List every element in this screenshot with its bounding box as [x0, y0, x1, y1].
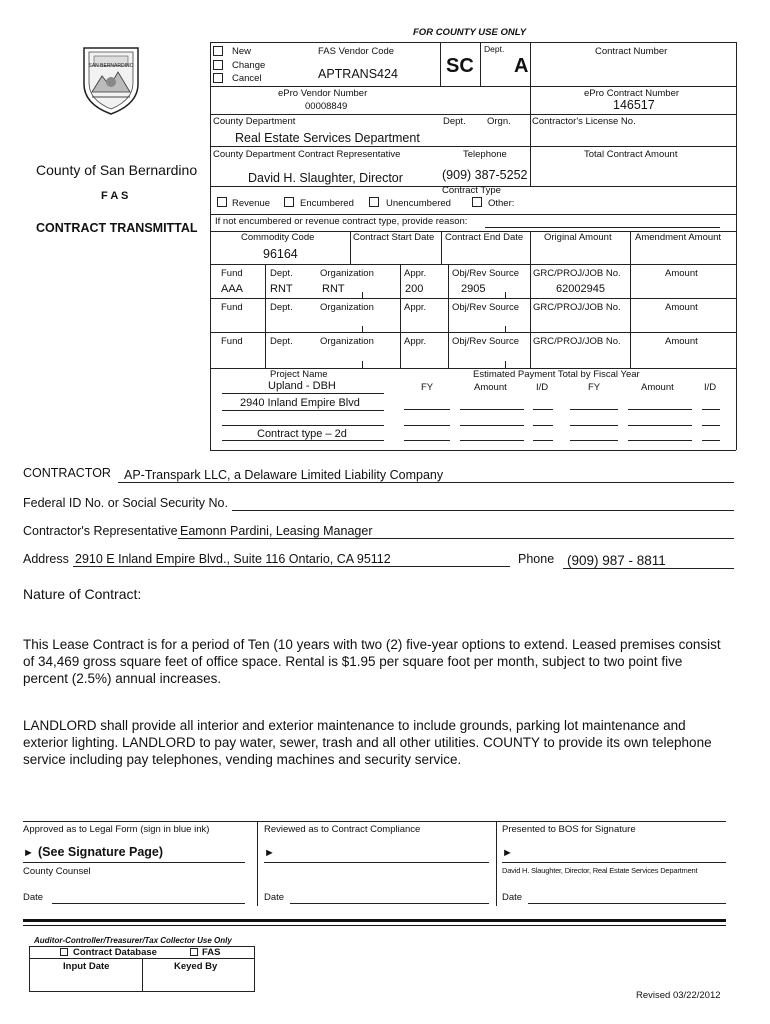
commodity-label: Commodity Code [241, 232, 315, 243]
epro-vendor-number[interactable]: 00008849 [305, 101, 348, 112]
estimated-label: Estimated Payment Total by Fiscal Year [473, 369, 640, 380]
total-amount-label: Total Contract Amount [584, 149, 678, 160]
fund-value-1[interactable]: AAA [221, 283, 244, 295]
dept-label-3: Dept. [270, 336, 293, 347]
county-dept-value[interactable]: Real Estate Services Department [235, 131, 420, 145]
revenue-label: Revenue [232, 198, 271, 209]
amount-label-2: Amount [665, 302, 698, 313]
new-checkbox[interactable] [213, 46, 223, 56]
epro-contract-label: ePro Contract Number [584, 88, 680, 99]
fas-vendor-code[interactable]: APTRANS424 [318, 67, 398, 81]
cancel-checkbox[interactable] [213, 73, 223, 83]
input-date-label: Input Date [63, 961, 110, 972]
amount-label-1: Amount [665, 268, 698, 279]
other-label: Other: [488, 198, 515, 209]
fund-label-1: Fund [221, 268, 243, 279]
presenter-name: David H. Slaughter, Director, Real Estate Services Department [502, 866, 698, 875]
contract-type-label: Contract Type [442, 185, 501, 196]
project-name-label: Project Name [270, 369, 328, 380]
contractor-value[interactable]: AP-Transpark LLC, a Delaware Limited Liability Company [124, 468, 444, 482]
date-label-2: Date [264, 892, 285, 903]
grc-label-1: GRC/PROJ/JOB No. [533, 268, 621, 279]
org-label-3: Organization [320, 336, 374, 347]
org-label-1: Organization [320, 268, 374, 279]
phone-value[interactable]: (909) 987 - 8811 [567, 553, 666, 568]
reason-label: If not encumbered or revenue contract type, provide reason: [215, 216, 468, 227]
project-line-2[interactable]: 2940 Inland Empire Blvd [240, 397, 360, 409]
other-checkbox[interactable] [472, 197, 482, 207]
dept-code: A [514, 55, 529, 77]
rep-value[interactable]: David H. Slaughter, Director [248, 171, 403, 185]
amount-label-fy-2: Amount [641, 382, 674, 393]
contract-database-label: Contract Database [73, 947, 157, 958]
appr-label-3: Appr. [404, 336, 427, 347]
obj-label-2: Obj/Rev Source [452, 302, 520, 313]
telephone-label: Telephone [463, 149, 507, 160]
org-value-1[interactable]: RNT [322, 283, 345, 295]
fas-checkbox[interactable] [190, 948, 198, 956]
epro-vendor-label: ePro Vendor Number [278, 88, 368, 99]
obj-label-1: Obj/Rev Source [452, 268, 520, 279]
amount-label-fy-1: Amount [474, 382, 507, 393]
end-date-label: Contract End Date [445, 232, 524, 243]
revenue-checkbox[interactable] [217, 197, 227, 207]
nature-paragraph-2: LANDLORD shall provide all interior and exterior maintenance to include grounds, parking lot maintenance and exterior lighting. LANDLORD to pay water, sewer, trash and all other utilities. COUNTY to provide its own telephone service including pay telephones, vending machines and security service. [23, 718, 712, 767]
county-use-only: FOR COUNTY USE ONLY [413, 27, 527, 38]
contract-number-label: Contract Number [595, 46, 668, 57]
date-label-1: Date [23, 892, 44, 903]
county-name: County of San Bernardino [36, 162, 198, 178]
phone-label: Phone [518, 552, 555, 566]
amount-label-3: Amount [665, 336, 698, 347]
encumbered-label: Encumbered [300, 198, 354, 209]
review-arrow-icon: ► [264, 847, 275, 859]
address-value[interactable]: 2910 E Inland Empire Blvd., Suite 116 Ontario, CA 95112 [75, 552, 391, 566]
seal-label: SAN BERNARDINO [88, 63, 134, 69]
unencumbered-checkbox[interactable] [369, 197, 379, 207]
amendment-amount-label: Amendment Amount [635, 232, 722, 243]
fy-label-1: FY [421, 382, 434, 393]
county-counsel-label: County Counsel [23, 866, 91, 877]
dept-value-1[interactable]: RNT [270, 283, 293, 295]
fas-vendor-code-label: FAS Vendor Code [318, 46, 395, 57]
fund-label-3: Fund [221, 336, 243, 347]
commodity-value[interactable]: 96164 [263, 247, 298, 261]
fy-label-2: FY [588, 382, 601, 393]
telephone-value[interactable]: (909) 387-5252 [442, 168, 528, 182]
grc-label-2: GRC/PROJ/JOB No. [533, 302, 621, 313]
appr-label-1: Appr. [404, 268, 427, 279]
grc-value-1[interactable]: 62002945 [556, 283, 605, 295]
sc-code: SC [446, 55, 474, 77]
original-amount-label: Original Amount [544, 232, 612, 243]
orgn-label: Orgn. [487, 116, 511, 127]
approved-label: Approved as to Legal Form (sign in blue ink) [23, 824, 210, 835]
fas-title: F A S [101, 190, 129, 202]
contractor-rep-label: Contractor's Representative [23, 524, 178, 538]
county-seal [80, 42, 142, 116]
dept-box-label: Dept. [484, 44, 505, 54]
new-label: New [232, 46, 252, 57]
divider-bar [23, 919, 726, 922]
contractor-label: CONTRACTOR [23, 466, 111, 480]
reviewed-label: Reviewed as to Contract Compliance [264, 824, 421, 835]
project-line-3[interactable]: Contract type – 2d [257, 428, 347, 440]
see-signature-page: (See Signature Page) [38, 845, 164, 859]
address-label: Address [23, 552, 69, 566]
nature-paragraph-1: This Lease Contract is for a period of Ten (10 years with two (2) five-year options to extend. Leased premises consist of 34,469 gross square feet of office space. Rental is $1.95 per square foot per month, subject to two point five percent (2.5%) annual increases. [23, 637, 721, 686]
form-title: CONTRACT TRANSMITTAL [36, 221, 198, 235]
license-label: Contractor's License No. [532, 116, 636, 127]
org-label-2: Organization [320, 302, 374, 313]
nature-label: Nature of Contract: [23, 586, 142, 602]
date-label-3: Date [502, 892, 523, 903]
appr-label-2: Appr. [404, 302, 427, 313]
obj-label-3: Obj/Rev Source [452, 336, 520, 347]
dept-label-2: Dept. [270, 302, 293, 313]
project-line-1[interactable]: Upland - DBH [268, 380, 336, 392]
county-dept-label: County Department [213, 116, 296, 127]
change-label: Change [232, 60, 266, 71]
dept-col-label: Dept. [443, 116, 466, 127]
auditor-label: Auditor-Controller/Treasurer/Tax Collector Use Only [34, 936, 232, 945]
presented-label: Presented to BOS for Signature [502, 824, 636, 835]
contractor-rep-value[interactable]: Eamonn Pardini, Leasing Manager [180, 524, 373, 538]
change-checkbox[interactable] [213, 60, 223, 70]
id-label-1: I/D [536, 382, 549, 393]
appr-value-1[interactable]: 200 [405, 283, 424, 295]
federal-id-label: Federal ID No. or Social Security No. [23, 496, 228, 510]
cancel-label: Cancel [232, 73, 262, 84]
obj-value-1[interactable]: 2905 [461, 283, 486, 295]
rep-label: County Department Contract Representative [213, 149, 401, 160]
id-label-2: I/D [704, 382, 717, 393]
epro-contract-number[interactable]: 146517 [613, 98, 655, 112]
keyed-by-label: Keyed By [174, 961, 218, 972]
divider-bar-thin [23, 925, 726, 926]
contract-database-checkbox[interactable] [60, 948, 68, 956]
start-date-label: Contract Start Date [353, 232, 435, 243]
see-signature-arrow-icon: ► [23, 847, 34, 859]
fas-checkbox-label: FAS [202, 947, 221, 958]
grc-label-3: GRC/PROJ/JOB No. [533, 336, 621, 347]
encumbered-checkbox[interactable] [284, 197, 294, 207]
dept-label-1: Dept. [270, 268, 293, 279]
unencumbered-label: Unencumbered [386, 198, 451, 209]
bos-arrow-icon: ► [502, 847, 513, 859]
fund-label-2: Fund [221, 302, 243, 313]
revised-date: Revised 03/22/2012 [636, 990, 721, 1001]
